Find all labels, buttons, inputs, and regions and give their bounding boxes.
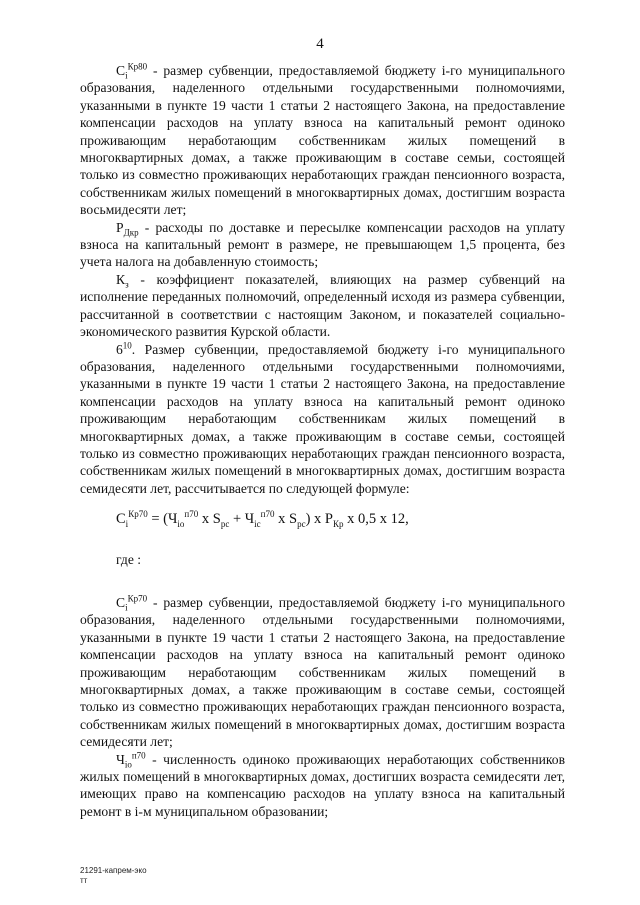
formula-t2-sub: ic [254,519,261,530]
section-number-superscript: 10 [122,339,132,350]
symbol-superscript: п70 [131,750,146,761]
paragraph-text: . Размер субвенции, предоставляемой бюджету i-го муниципального образования, наделенного отдельными государственными полномочиями, указанными в пункте 19 части 1 статьи 2 настоящего Закона, на предоставление компенсации расходов на уплату взноса на капитальный ремонт одиноко проживающим неработающим собственникам жилых помещений в многоквартирных домах, а также проживающим в составе семьи, состоящей только из совместно проживающих неработающих граждан пенсионного возраста, собственникам жилых помещений в многоквартирных домах, достигшим возраста семидесяти лет, рассчитывается по следующей формуле: [80,341,565,496]
paragraph-text: - расходы по доставке и пересылке компенсации расходов на уплату взноса на капитальный ремонт в размере, не превышающем 1,5 процента, без учета налога на добавленную стоимость; [80,219,565,270]
formula-plus: + Ч [229,511,255,528]
formula-t1-mid: x S [198,511,221,528]
paragraph-c-kr80 [80,62,565,219]
symbol: К [116,271,126,287]
page-number: 4 [316,36,324,52]
symbol-subscript: i [125,70,128,81]
formula-t1-sub: io [177,519,185,530]
formula-t2-mid: x S [274,511,298,528]
footer [80,866,147,886]
formula-end: x 0,5 x 12, [343,511,409,528]
paragraph-text: - коэффициент показателей, влияющих на размер субвенций на исполнение переданных полномочий, определенный исходя из размера субвенции, рассчитанной в соответствии с настоящим Законом, и показателей социально-экономического развития Курской области. [80,271,565,340]
paragraph-6-10 [80,341,565,498]
symbol: С [116,594,126,610]
paragraph-r-dkr [80,219,565,271]
formula-tail: ) x Р [305,511,333,528]
section-number: 6 [116,341,123,357]
formula-t2-sup: п70 [260,509,275,520]
formula-lhs-sup: Кр70 [128,509,148,520]
symbol-subscript: з [125,279,129,290]
paragraph-c-kr70 [80,594,565,751]
formula-t1-s-sub: pc [220,519,230,530]
paragraph-text: - размер субвенции, предоставляемой бюджету i-го муниципального образования, наделенного отдельными государственными полномочиями, указанными в пункте 19 части 1 статьи 2 настоящего Закона, на предоставление компенсации расходов на уплату взноса на капитальный ремонт одиноко проживающим неработающим собственникам жилых помещений в многоквартирных домах, а также проживающим в составе семьи, состоящей только из совместно проживающих неработающих граждан пенсионного возраста, собственникам жилых помещений в многоквартирных домах, достигшим возраста восьмидесяти лет; [80,63,565,218]
formula-lhs-sub: i [125,519,129,530]
symbol-superscript: Кр70 [127,593,148,604]
formula-t2-s-sub: pc [297,519,306,530]
symbol: Р [116,219,124,235]
formula-t1-sup: п70 [184,509,199,520]
formula-p-sub: Кр [332,519,344,530]
symbol: С [116,63,126,78]
symbol-subscript: Дкр [123,227,139,238]
formula-lhs: С [116,511,126,528]
formula [80,511,565,528]
paragraph-text: - численность одиноко проживающих неработающих собственников жилых помещений в многоквартирных домах, достигших возраста семидесяти лет, имеющих право на компенсацию расходов на уплату взноса на капитальный ремонт в i-м муниципальном образовании; [80,751,565,819]
document-body [80,62,565,820]
symbol-subscript: io [124,759,132,770]
paragraph-ch-io [80,751,565,821]
paragraph-k-z [80,271,565,341]
symbol-superscript: Кр80 [127,61,148,72]
where-label: где : [116,551,142,567]
symbol: Ч [116,751,125,767]
footer-initials: тт [80,876,88,885]
symbol-subscript: i [125,602,128,613]
formula-eq: = (Ч [147,511,178,528]
paragraph-text: - размер субвенции, предоставляемой бюджету i-го муниципального образования, наделенного отдельными государственными полномочиями, указанными в пункте 19 части 1 статьи 2 настоящего Закона, на предоставление компенсации расходов на уплату взноса на капитальный ремонт одиноко проживающим неработающим собственникам жилых помещений в многоквартирных домах, а также проживающим в составе семьи, состоящей только из совместно проживающих неработающих граждан пенсионного возраста, собственникам жилых помещений в многоквартирных домах, достигшим возраста семидесяти лет; [80,594,565,750]
footer-file-code: 21291-капрем-эко [80,866,147,875]
